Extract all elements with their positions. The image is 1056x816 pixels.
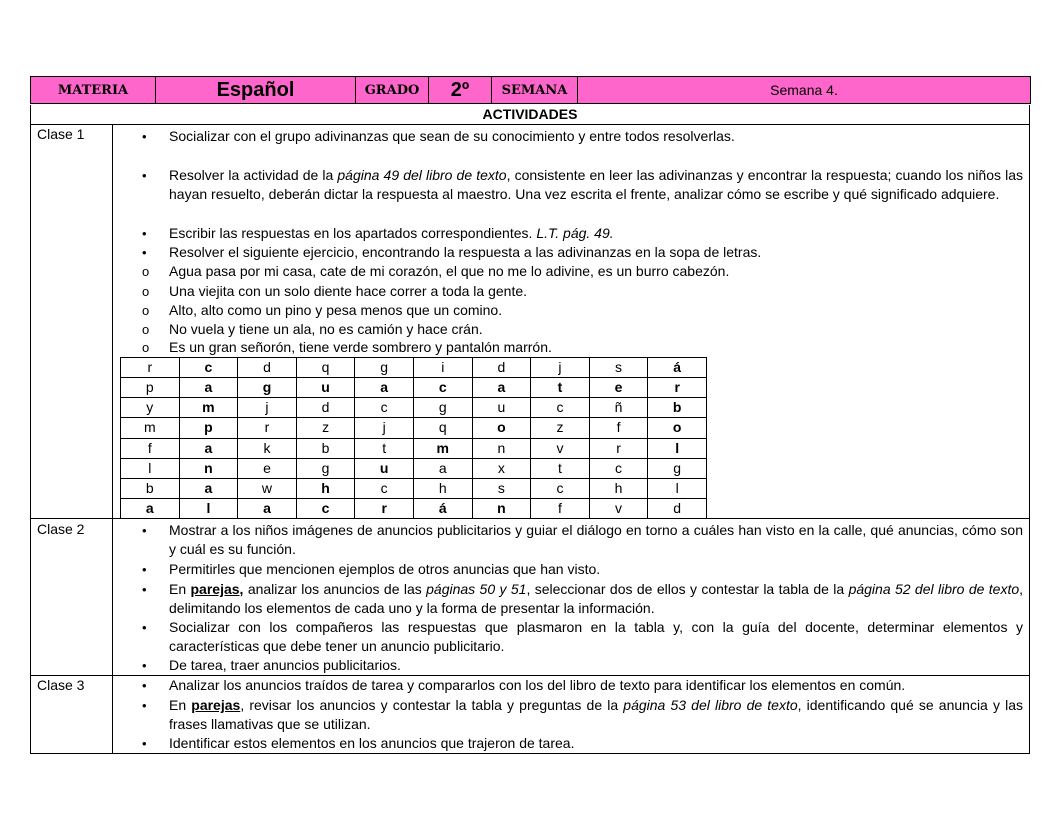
riddle-item: o No vuela y tiene un ala, no es camión y hace crán. <box>142 321 483 337</box>
word-search-cell: u <box>472 398 531 418</box>
clase2-label: Clase 2 <box>31 519 113 675</box>
word-search-cell: c <box>179 358 238 378</box>
word-search-cell: e <box>589 378 648 398</box>
header-table <box>30 76 1031 104</box>
word-search-cell: p <box>179 418 238 438</box>
word-search-cell: c <box>413 378 472 398</box>
semana-value: Semana 4. <box>578 77 1031 104</box>
word-search-cell: d <box>238 358 297 378</box>
word-search-row <box>121 358 707 378</box>
word-search-cell: g <box>648 458 707 478</box>
word-search-cell: t <box>531 458 590 478</box>
word-search-cell: r <box>238 418 297 438</box>
word-search-cell: f <box>121 438 180 458</box>
word-search-cell: z <box>531 418 590 438</box>
list-item: • En parejas, analizar los anuncios de las páginas 50 y 51, seleccionar dos de ellos y contestar la tabla de la página 52 del libro de texto, delimitando los elementos de cada uno y la forma de presentar la información. <box>142 581 1024 616</box>
list-item: • Mostrar a los niños imágenes de anuncios publicitarios y guiar el diálogo en torno a cuáles han visto en la calle, qué anuncias, cómo son y cuál es su función. <box>142 522 1023 557</box>
clase2-body <box>115 519 1023 675</box>
word-search-cell: b <box>648 398 707 418</box>
word-search-cell: f <box>589 418 648 438</box>
word-search-cell: a <box>179 378 238 398</box>
riddle-item: o Agua pasa por mi casa, cate de mi corazón, el que no me lo adivine, es un burro cabezón. <box>142 263 730 279</box>
list-item: • Resolver la actividad de la página 49 del libro de texto, consistente en leer las adivinanzas y encontrar la respuesta; cuando los niños las hayan resuelto, deberán dictar la respuesta al maestro. Una vez escrita el frente, analizar cómo se escribe y qué significado adquiere. <box>142 167 1024 202</box>
riddle-item: o Alto, alto como un pino y pesa menos que un comino. <box>142 302 503 318</box>
clase3-label: Clase 3 <box>31 675 113 753</box>
word-search-cell: v <box>531 438 590 458</box>
word-search-cell: g <box>355 358 414 378</box>
clase1-label: Clase 1 <box>31 124 113 518</box>
word-search-cell: h <box>296 478 355 498</box>
word-search-cell: h <box>413 478 472 498</box>
word-search-cell: j <box>238 398 297 418</box>
word-search-cell: l <box>648 478 707 498</box>
word-search-cell: a <box>179 478 238 498</box>
word-search-cell: a <box>179 438 238 458</box>
list-item: • Socializar con el grupo adivinanzas que sean de su conocimiento y entre todos resolverlas. <box>142 128 735 144</box>
word-search-cell: r <box>589 438 648 458</box>
word-search-cell: o <box>648 418 707 438</box>
word-search-cell: y <box>121 398 180 418</box>
word-search-cell: h <box>589 478 648 498</box>
word-search-cell: l <box>121 458 180 478</box>
materia-value: Español <box>156 77 356 104</box>
clase3-body <box>115 675 1023 753</box>
word-search-cell: l <box>179 498 238 518</box>
list-item: • Permitirles que mencionen ejemplos de otros anuncias que han visto. <box>142 561 601 577</box>
activities-title: ACTIVIDADES <box>30 105 1030 125</box>
word-search-row <box>121 498 707 518</box>
word-search-cell: á <box>413 498 472 518</box>
word-search-cell: r <box>355 498 414 518</box>
word-search-cell: f <box>531 498 590 518</box>
word-search-cell: z <box>296 418 355 438</box>
clase3-row <box>30 675 1030 754</box>
word-search-row <box>121 438 707 458</box>
word-search-cell: t <box>355 438 414 458</box>
list-item: • En parejas, revisar los anuncios y contestar la tabla y preguntas de la página 53 del libro de texto, identificando qué se anuncia y las frases llamativas que se utilizan. <box>142 697 1023 732</box>
word-search-cell: c <box>589 458 648 478</box>
riddle-item: o Una viejita con un solo diente hace correr a toda la gente. <box>142 283 528 299</box>
word-search-cell: s <box>589 358 648 378</box>
materia-label: MATERIA <box>31 77 156 104</box>
list-item: • Analizar los anuncios traídos de tarea y compararlos con los del libro de texto para identificar los elementos en común. <box>142 677 906 693</box>
word-search-cell: d <box>648 498 707 518</box>
word-search-cell: l <box>648 438 707 458</box>
word-search-cell: r <box>648 378 707 398</box>
word-search-cell: a <box>238 498 297 518</box>
word-search-cell: v <box>589 498 648 518</box>
word-search-cell: ñ <box>589 398 648 418</box>
riddle-item: o Es un gran señorón, tiene verde sombrero y pantalón marrón. <box>142 339 552 355</box>
word-search-cell: m <box>121 418 180 438</box>
word-search-cell: q <box>413 418 472 438</box>
list-item: • De tarea, traer anuncios publicitarios. <box>142 657 401 673</box>
word-search-row <box>121 378 707 398</box>
word-search-cell: a <box>121 498 180 518</box>
word-search-cell: w <box>238 478 297 498</box>
word-search-cell: r <box>121 358 180 378</box>
word-search-cell: n <box>472 498 531 518</box>
word-search-cell: k <box>238 438 297 458</box>
word-search-cell: c <box>355 398 414 418</box>
word-search-cell: n <box>472 438 531 458</box>
word-search-cell: a <box>413 458 472 478</box>
word-search-cell: g <box>413 398 472 418</box>
word-search-cell: a <box>472 378 531 398</box>
word-search-cell: j <box>355 418 414 438</box>
word-search-cell: m <box>413 438 472 458</box>
list-item: • Identificar estos elementos en los anuncios que trajeron de tarea. <box>142 735 575 751</box>
word-search-cell: c <box>531 478 590 498</box>
word-search-cell: a <box>355 378 414 398</box>
word-search-cell: q <box>296 358 355 378</box>
word-search-cell: t <box>531 378 590 398</box>
word-search-cell: p <box>121 378 180 398</box>
grado-label: GRADO <box>356 77 429 104</box>
clase2-row <box>30 518 1030 676</box>
list-item: • Resolver el siguiente ejercicio, encontrando la respuesta a las adivinanzas en la sopa de letras. <box>142 244 762 260</box>
word-search-row <box>121 458 707 478</box>
word-search-cell: o <box>472 418 531 438</box>
word-search-grid <box>120 357 707 519</box>
list-item: • Socializar con los compañeros las respuestas que plasmaron en la tabla y, con la guía del docente, determinar elementos y características que debe tener un anuncio publicitario. <box>142 619 1023 654</box>
word-search-cell: c <box>531 398 590 418</box>
word-search-cell: g <box>296 458 355 478</box>
word-search-cell: j <box>531 358 590 378</box>
semana-label: SEMANA <box>492 77 578 104</box>
word-search-cell: n <box>179 458 238 478</box>
word-search-cell: á <box>648 358 707 378</box>
word-search-cell: b <box>296 438 355 458</box>
word-search-row <box>121 398 707 418</box>
word-search-cell: x <box>472 458 531 478</box>
word-search-cell: i <box>413 358 472 378</box>
word-search-cell: s <box>472 478 531 498</box>
word-search-cell: u <box>355 458 414 478</box>
word-search-cell: d <box>296 398 355 418</box>
word-search-row <box>121 478 707 498</box>
word-search-cell: d <box>472 358 531 378</box>
word-search-cell: b <box>121 478 180 498</box>
word-search-cell: g <box>238 378 297 398</box>
grado-value: 2º <box>429 77 492 104</box>
word-search-cell: c <box>296 498 355 518</box>
word-search-cell: e <box>238 458 297 478</box>
list-item: • Escribir las respuestas en los apartados correspondientes. L.T. pág. 49. <box>142 225 614 241</box>
word-search-cell: c <box>355 478 414 498</box>
word-search-cell: u <box>296 378 355 398</box>
word-search-cell: m <box>179 398 238 418</box>
word-search-row <box>121 418 707 438</box>
